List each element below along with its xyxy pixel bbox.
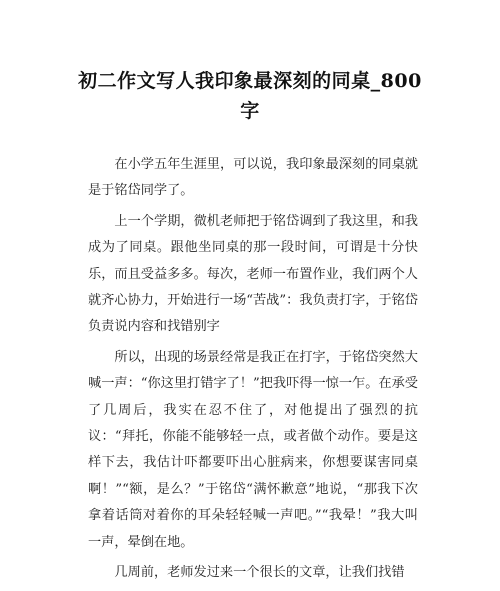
title-line-1: 初二作文写人我印象最深刻的同桌_800 — [78, 70, 422, 92]
document-body — [88, 152, 418, 591]
title-line-2: 字 — [240, 100, 260, 122]
paragraph-4: 几周前，老师发过来一个很长的文章，让我们找错 — [114, 565, 405, 581]
paragraph-3: 所以，出现的场景经常是我正在打字，于铭岱突然大喊一声：“你这里打错字了！”把我吓得一惊一乍。在承受了几周后，我实在忍不住了，对他提出了强烈的抗议：“拜托，你能不能够轻一点，或者做个动作。要是这样下去，我估计吓都要吓出心脏病来，你想要谋害同桌啊！”“额，是么？”于铭岱“满怀歉意”地说，“那我下次拿着话筒对着你的耳朵轻轻喊一声吧。”“我晕！”我大叫一声，晕倒在地。 — [88, 349, 418, 550]
paragraph-2: 上一个学期，微机老师把于铭岱调到了我这里，和我成为了同桌。跟他坐同桌的那一段时间，可谓是十分快乐，而且受益多多。每次，老师一布置作业，我们两个人就齐心协力，开始进行一场“苦战”：我负责打字，于铭岱负责说内容和找错别字 — [88, 213, 418, 335]
document-title — [60, 66, 440, 126]
paragraph-1: 在小学五年生涯里，可以说，我印象最深刻的同桌就是于铭岱同学了。 — [88, 157, 418, 199]
